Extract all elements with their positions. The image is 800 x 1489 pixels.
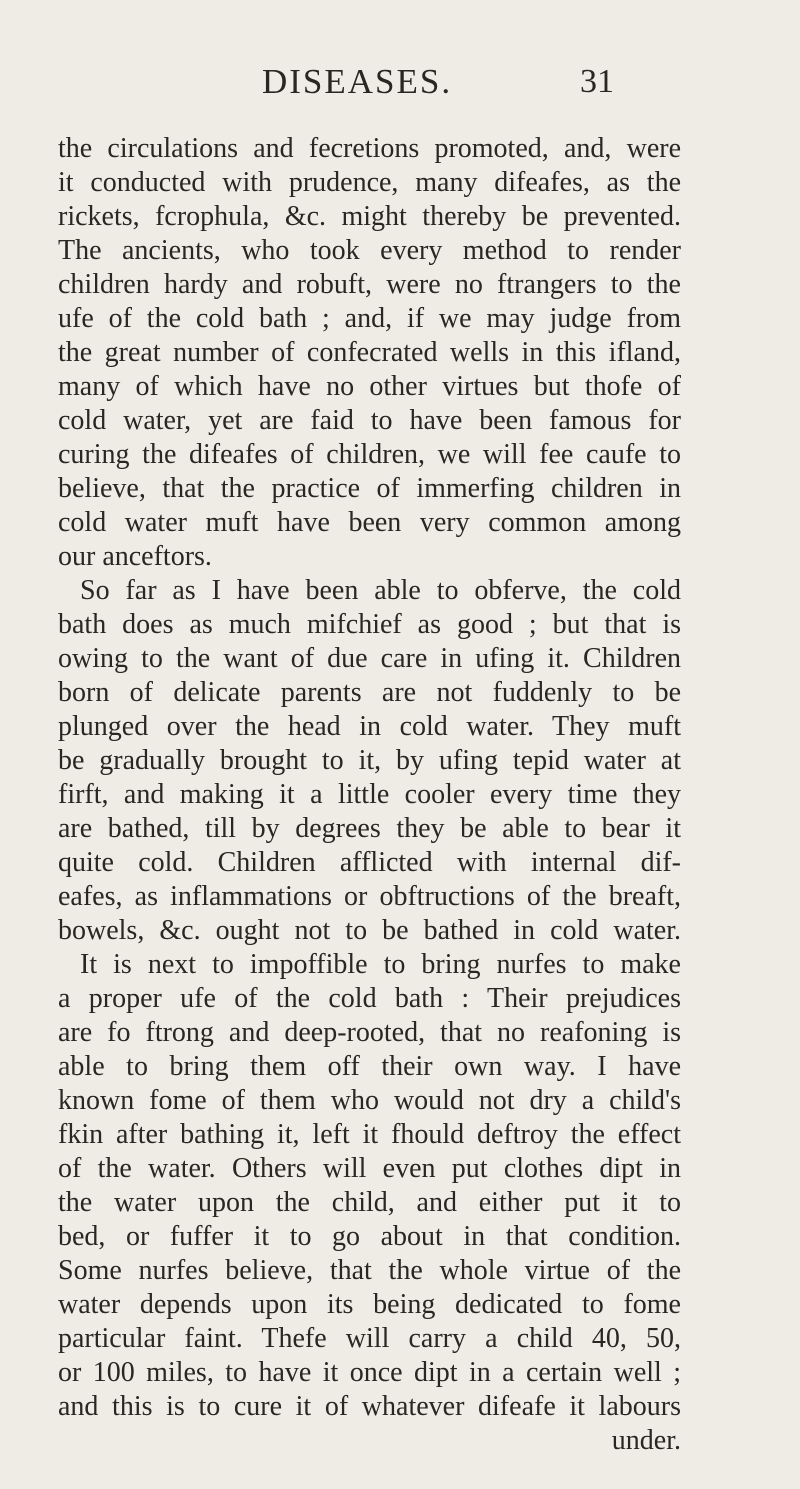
text-line: ufe of the cold bath ; and, if we may judge from	[58, 303, 681, 334]
text-line: owing to the want of due care in ufing it. Children	[58, 643, 681, 674]
text-line: cold water muft have been very common among	[58, 507, 681, 538]
text-line: the great number of confecrated wells in this ifland,	[58, 337, 681, 368]
body-text	[58, 132, 681, 1458]
text-line: bath does as much mifchief as good ; but that is	[58, 609, 681, 640]
text-line: It is next to impoffible to bring nurfes to make	[80, 949, 681, 980]
text-line: water depends upon its being dedicated to fome	[58, 1289, 681, 1320]
text-line: able to bring them off their own way. I have	[58, 1051, 681, 1082]
text-line: many of which have no other virtues but thofe of	[58, 371, 681, 402]
text-line: it conducted with prudence, many difeafes, as the	[58, 167, 681, 198]
text-line: born of delicate parents are not fuddenly to be	[58, 677, 681, 708]
text-line: rickets, fcrophula, &c. might thereby be prevented.	[58, 201, 681, 232]
text-line: a proper ufe of the cold bath : Their prejudices	[58, 983, 681, 1014]
text-line: the circulations and fecretions promoted, and, were	[58, 133, 681, 164]
text-line: believe, that the practice of immerfing children in	[58, 473, 681, 504]
text-line: the water upon the child, and either put it to	[58, 1187, 681, 1218]
text-line: plunged over the head in cold water. They muft	[58, 711, 681, 742]
text-line: So far as I have been able to obferve, the cold	[80, 575, 681, 606]
text-line: bowels, &c. ought not to be bathed in cold water.	[58, 915, 681, 946]
text-line: curing the difeafes of children, we will fee caufe to	[58, 439, 681, 470]
page-number: 31	[580, 63, 614, 100]
text-line: are bathed, till by degrees they be able to bear it	[58, 813, 681, 844]
text-line: under.	[611, 1425, 681, 1456]
text-line: Some nurfes believe, that the whole virtue of the	[58, 1255, 681, 1286]
text-line: of the water. Others will even put clothes dipt in	[58, 1153, 681, 1184]
text-line: particular faint. Thefe will carry a child 40, 50,	[58, 1323, 681, 1354]
text-line: are fo ftrong and deep-rooted, that no reafoning is	[58, 1017, 681, 1048]
text-line: firft, and making it a little cooler every time they	[58, 779, 681, 810]
text-line: or 100 miles, to have it once dipt in a certain well ;	[58, 1357, 681, 1388]
text-line: our anceftors.	[58, 541, 212, 572]
text-line: cold water, yet are faid to have been famous for	[58, 405, 681, 436]
running-head	[0, 62, 800, 102]
text-line: The ancients, who took every method to render	[58, 235, 681, 266]
text-line: and this is to cure it of whatever difeafe it labours	[58, 1391, 681, 1422]
text-line: children hardy and robuft, were no ftrangers to the	[58, 269, 681, 300]
text-line: fkin after bathing it, left it fhould deftroy the effect	[58, 1119, 681, 1150]
text-line: bed, or fuffer it to go about in that condition.	[58, 1221, 681, 1252]
text-line: eafes, as inflammations or obftructions of the breaft,	[58, 881, 681, 912]
running-title: DISEASES.	[262, 62, 453, 101]
text-line: known fome of them who would not dry a child's	[58, 1085, 681, 1116]
text-line: be gradually brought to it, by ufing tepid water at	[58, 745, 681, 776]
text-line: quite cold. Children afflicted with internal dif-	[58, 847, 681, 878]
